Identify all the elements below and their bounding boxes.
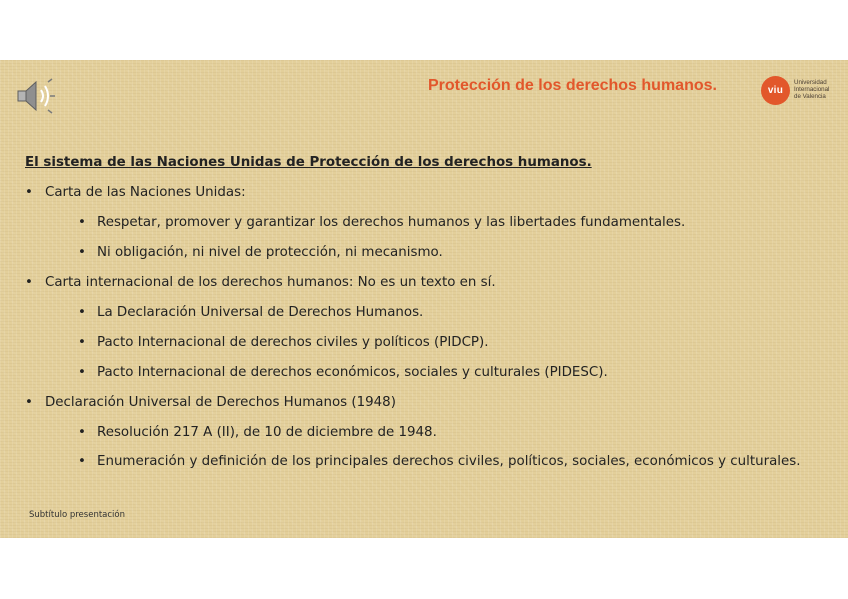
bullet-icon: • <box>78 215 86 230</box>
sub-bullet-item <box>45 451 817 473</box>
bullet-icon: • <box>78 454 86 469</box>
sub-bullet-item <box>45 361 817 385</box>
bullet-item <box>25 271 817 385</box>
bullet-text: Carta de las Naciones Unidas: <box>45 185 246 200</box>
bullet-icon: • <box>78 365 86 380</box>
sub-bullet-text: Ni obligación, ni nivel de protección, ni mecanismo. <box>97 245 443 260</box>
slide-content <box>25 151 817 479</box>
sub-bullet-item <box>45 241 817 265</box>
logo-text: Universidad Internacional de Valencia <box>794 79 830 101</box>
sub-bullet-text: Respetar, promover y garantizar los derechos humanos y las libertades fundamentales. <box>97 215 686 230</box>
bullet-item <box>25 181 817 265</box>
sub-bullet-item <box>45 301 817 325</box>
bullet-icon: • <box>78 425 86 440</box>
footer-subtitle: Subtítulo presentación <box>29 510 125 520</box>
sub-bullet-list <box>45 211 817 265</box>
sub-bullet-list <box>45 421 817 473</box>
sub-bullet-item <box>45 331 817 355</box>
speaker-audio-icon[interactable] <box>14 76 58 116</box>
bullet-text: Declaración Universal de Derechos Humanos (1948) <box>45 395 396 410</box>
bullet-icon: • <box>25 395 33 410</box>
bullet-icon: • <box>25 275 33 290</box>
bullet-item <box>25 391 817 473</box>
logo-mark: viu <box>761 76 790 105</box>
content-heading: El sistema de las Naciones Unidas de Protección de los derechos humanos. <box>25 155 592 170</box>
sub-bullet-text: La Declaración Universal de Derechos Humanos. <box>97 305 424 320</box>
university-logo <box>761 76 841 106</box>
bullet-icon: • <box>25 185 33 200</box>
bullet-text: Carta internacional de los derechos humanos: No es un texto en sí. <box>45 275 496 290</box>
bullet-icon: • <box>78 245 86 260</box>
bullet-list <box>25 181 817 473</box>
sub-bullet-text: Resolución 217 A (II), de 10 de diciembre de 1948. <box>97 425 437 440</box>
sub-bullet-text: Pacto Internacional de derechos económicos, sociales y culturales (PIDESC). <box>97 365 608 380</box>
sub-bullet-text: Pacto Internacional de derechos civiles y políticos (PIDCP). <box>97 335 489 350</box>
bullet-icon: • <box>78 305 86 320</box>
bullet-icon: • <box>78 335 86 350</box>
sub-bullet-item <box>45 211 817 235</box>
sub-bullet-item <box>45 421 817 445</box>
slide-title: Protección de los derechos humanos. <box>428 77 717 94</box>
sub-bullet-text: Enumeración y definición de los principales derechos civiles, políticos, sociales, económicos y culturales. <box>97 454 801 469</box>
sub-bullet-list <box>45 301 817 385</box>
